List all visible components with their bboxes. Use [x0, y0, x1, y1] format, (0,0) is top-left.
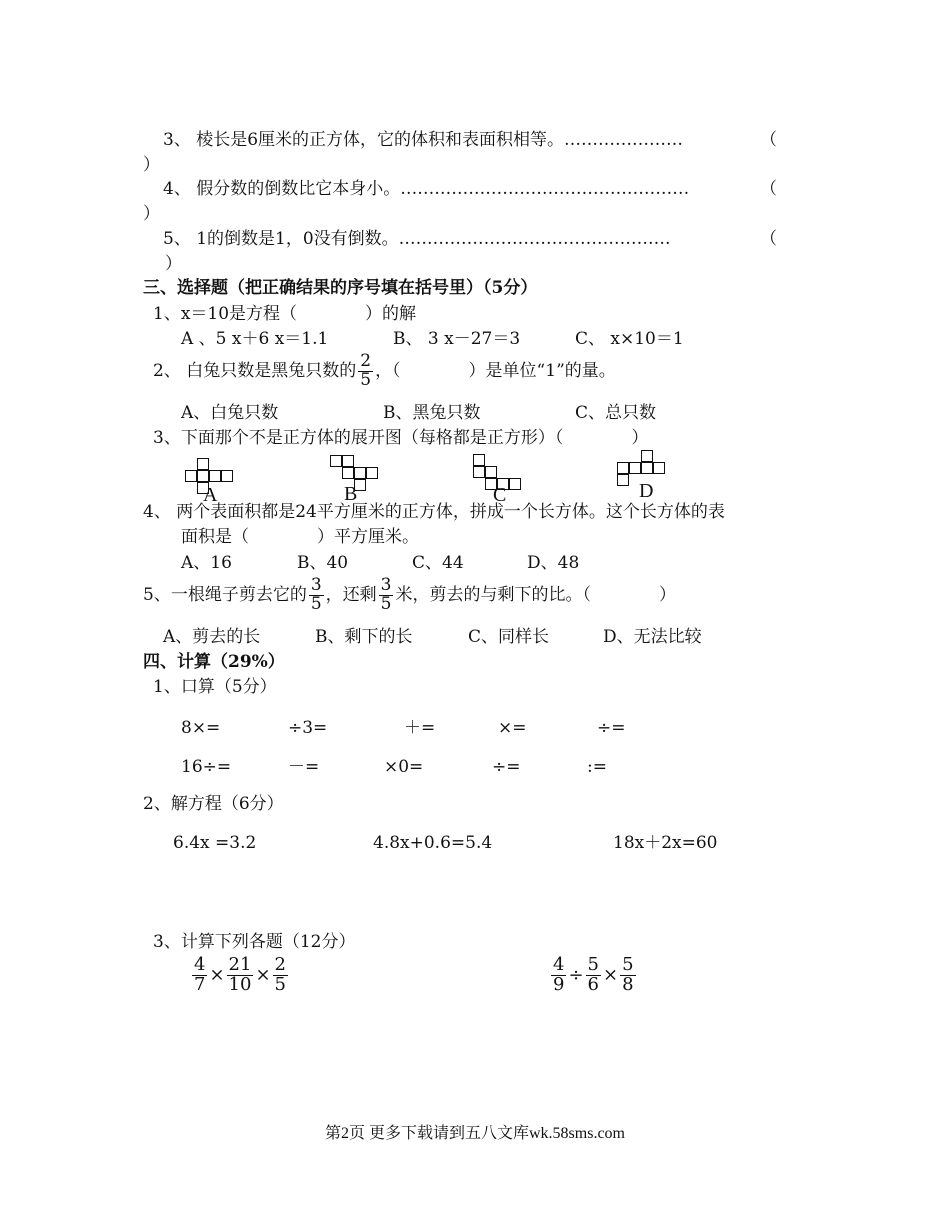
- equation-3: 18x＋2x=60: [613, 833, 718, 853]
- judge-paren-close-3: ）: [143, 155, 160, 175]
- fraction-numerator: 4: [194, 954, 206, 975]
- judge-item-3: 3、 棱长是6厘米的正方体，它的体积和表面积相等。…………………: [163, 130, 684, 150]
- oral-r1-c5: ÷=: [597, 718, 626, 738]
- fraction-denominator: 6: [587, 973, 599, 995]
- s3-q4-option-a: A、16: [181, 553, 232, 573]
- s3-q3: 3、下面那个不是正方体的展开图（每格都是正方形）（ ）: [153, 428, 649, 448]
- equation-1: 6.4x =3.2: [173, 833, 257, 853]
- s3-q2-option-b: B、黑兔只数: [383, 403, 481, 423]
- fraction-numerator: 2: [360, 351, 372, 371]
- s3-q4-option-b: B、40: [297, 553, 349, 573]
- net-label-c: C: [493, 484, 507, 506]
- s3-q5-option-a: A、剪去的长: [163, 627, 261, 647]
- operator: ×: [255, 964, 271, 986]
- fraction-denominator: 8: [622, 973, 634, 995]
- judge-paren-close-4: ）: [143, 204, 160, 224]
- calc-expression-2: [549, 956, 638, 995]
- cube-net-c: [473, 454, 533, 504]
- equation-title: 2、解方程（6分）: [143, 794, 284, 814]
- judge-item-4: 4、 假分数的倒数比它本身小。……………………………………………: [163, 179, 690, 199]
- oral-r1-c4: ×=: [498, 718, 527, 738]
- cube-net-d: [617, 450, 677, 500]
- fraction-denominator: 10: [228, 973, 252, 995]
- fraction-denominator: 7: [194, 973, 206, 995]
- judge-item-5: 5、 1的倒数是1，0没有倒数。…………………………………………: [163, 229, 671, 249]
- s3-q4-option-c: C、44: [412, 553, 464, 573]
- fraction-denominator: 5: [380, 593, 392, 614]
- oral-title: 1、口算（5分）: [153, 677, 277, 697]
- operator: ÷: [568, 964, 584, 986]
- fraction-three-fifths: [309, 577, 324, 614]
- fraction-numerator: 3: [380, 575, 392, 595]
- oral-r1-c1: 8×=: [181, 718, 221, 738]
- s3-q5-suffix: 米，剪去的与剩下的比。（ ）: [395, 584, 676, 605]
- calc-expression-1: [190, 956, 290, 995]
- calc-title: 3、计算下列各题（12分）: [153, 932, 356, 952]
- net-label-d: D: [639, 480, 654, 502]
- s3-q4-line1: 4、 两个表面积都是24平方厘米的正方体，拼成一个长方体。这个长方体的表: [143, 502, 725, 522]
- operator: ×: [603, 964, 619, 986]
- cube-net-a: [185, 458, 245, 508]
- fraction-three-fifths-meters: [379, 577, 394, 614]
- s3-q2: [153, 353, 616, 390]
- s3-q5-option-b: B、剩下的长: [315, 627, 413, 647]
- fraction-numerator: 3: [310, 575, 322, 595]
- judge-paren-open-5: （: [760, 229, 777, 249]
- page-footer: 第2页 更多下载请到五八文库wk.58sms.com: [324, 1125, 625, 1142]
- oral-r1-c2: ÷3=: [288, 718, 328, 738]
- section4-title: 四、计算（29%）: [143, 652, 285, 672]
- fraction-numerator: 21: [228, 954, 252, 975]
- s3-q2-option-c: C、总只数: [575, 403, 657, 423]
- s3-q2-prefix: 2、 白兔只数是黑兔只数的: [153, 360, 357, 381]
- judge-paren-close-5: ）: [165, 254, 182, 274]
- fraction-numerator: 4: [553, 954, 565, 975]
- fraction-denominator: 9: [553, 973, 565, 995]
- s3-q5-option-d: D、无法比较: [603, 627, 702, 647]
- net-label-a: A: [203, 484, 218, 506]
- oral-r1-c3: ＋=: [404, 718, 436, 738]
- fraction-numerator: 2: [274, 954, 286, 975]
- s3-q5-mid: ，还剩: [325, 584, 377, 605]
- s3-q5: [143, 577, 676, 614]
- fraction-two-fifths: [358, 353, 373, 390]
- s3-q2-option-a: A、白兔只数: [181, 403, 279, 423]
- s3-q1-option-b: B、 3 x－27＝3: [393, 329, 521, 349]
- fraction-numerator: 5: [587, 954, 599, 975]
- fraction-denominator: 5: [310, 593, 322, 614]
- s3-q5-prefix: 5、一根绳子剪去它的: [143, 584, 307, 605]
- s3-q5-option-c: C、同样长: [468, 627, 550, 647]
- oral-r2-c5: :=: [587, 757, 607, 777]
- cube-net-b: [330, 455, 390, 505]
- oral-r2-c2: －=: [288, 757, 320, 777]
- operator: ×: [209, 964, 225, 986]
- oral-r2-c1: 16÷=: [181, 757, 232, 777]
- s3-q1-option-a: A 、5 x＋6 x＝1.1: [181, 329, 329, 349]
- s3-q4-line2: 面积是（ ）平方厘米。: [181, 527, 419, 547]
- section3-title: 三、选择题（把正确结果的序号填在括号里）（5分）: [143, 278, 538, 298]
- judge-paren-open-4: （: [760, 179, 777, 199]
- s3-q1-option-c: C、 x×10＝1: [575, 329, 684, 349]
- fraction-numerator: 5: [622, 954, 634, 975]
- judge-paren-open-3: （: [760, 130, 777, 150]
- s3-q1: 1、x＝10是方程（ ）的解: [153, 304, 417, 324]
- s3-q4-option-d: D、48: [527, 553, 580, 573]
- oral-r2-c3: ×0=: [384, 757, 424, 777]
- fraction-denominator: 5: [360, 369, 372, 390]
- net-label-b: B: [344, 483, 358, 505]
- oral-r2-c4: ÷=: [492, 757, 521, 777]
- s3-q2-suffix: ，（ ）是单位“1”的量。: [375, 360, 616, 381]
- fraction-denominator: 5: [274, 973, 286, 995]
- equation-2: 4.8x+0.6=5.4: [373, 833, 493, 853]
